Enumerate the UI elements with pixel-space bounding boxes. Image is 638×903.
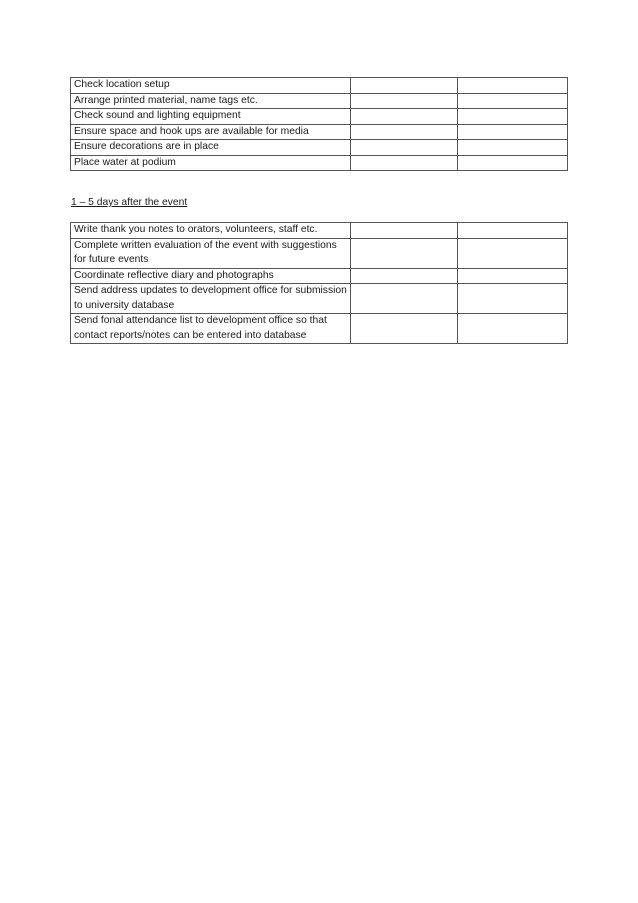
table-row: [71, 268, 568, 284]
table-row: [71, 109, 568, 125]
task-cell: Place water at podium: [71, 155, 351, 171]
task-cell: Write thank you notes to orators, volunteers, staff etc.: [71, 223, 351, 239]
status-cell: [351, 268, 458, 284]
table-row: [71, 124, 568, 140]
notes-cell: [458, 155, 568, 171]
task-cell: Check sound and lighting equipment: [71, 109, 351, 125]
status-cell: [351, 78, 458, 94]
status-cell: [351, 93, 458, 109]
notes-cell: [458, 140, 568, 156]
section-heading: 1 – 5 days after the event: [71, 197, 188, 208]
table-row: [71, 93, 568, 109]
task-cell: Complete written evaluation of the event with suggestions for future events: [71, 238, 351, 268]
notes-cell: [458, 124, 568, 140]
task-cell: Check location setup: [71, 78, 351, 94]
status-cell: [351, 109, 458, 125]
table-row: [71, 155, 568, 171]
notes-cell: [458, 314, 568, 344]
event-day-checklist-table: [70, 77, 568, 171]
table-row: [71, 223, 568, 239]
task-cell: Send fonal attendance list to development office so that contact reports/notes can be entered into database: [71, 314, 351, 344]
table-row: [71, 140, 568, 156]
table-row: [71, 314, 568, 344]
notes-cell: [458, 238, 568, 268]
task-cell: Send address updates to development office for submission to university database: [71, 284, 351, 314]
notes-cell: [458, 93, 568, 109]
notes-cell: [458, 109, 568, 125]
task-cell: Coordinate reflective diary and photographs: [71, 268, 351, 284]
notes-cell: [458, 78, 568, 94]
notes-cell: [458, 268, 568, 284]
status-cell: [351, 314, 458, 344]
task-cell: Ensure space and hook ups are available for media: [71, 124, 351, 140]
status-cell: [351, 223, 458, 239]
status-cell: [351, 140, 458, 156]
table-row: [71, 78, 568, 94]
task-cell: Ensure decorations are in place: [71, 140, 351, 156]
status-cell: [351, 124, 458, 140]
table-row: [71, 238, 568, 268]
status-cell: [351, 238, 458, 268]
status-cell: [351, 284, 458, 314]
notes-cell: [458, 223, 568, 239]
task-cell: Arrange printed material, name tags etc.: [71, 93, 351, 109]
table-row: [71, 284, 568, 314]
post-event-checklist-table: [70, 222, 568, 344]
notes-cell: [458, 284, 568, 314]
status-cell: [351, 155, 458, 171]
